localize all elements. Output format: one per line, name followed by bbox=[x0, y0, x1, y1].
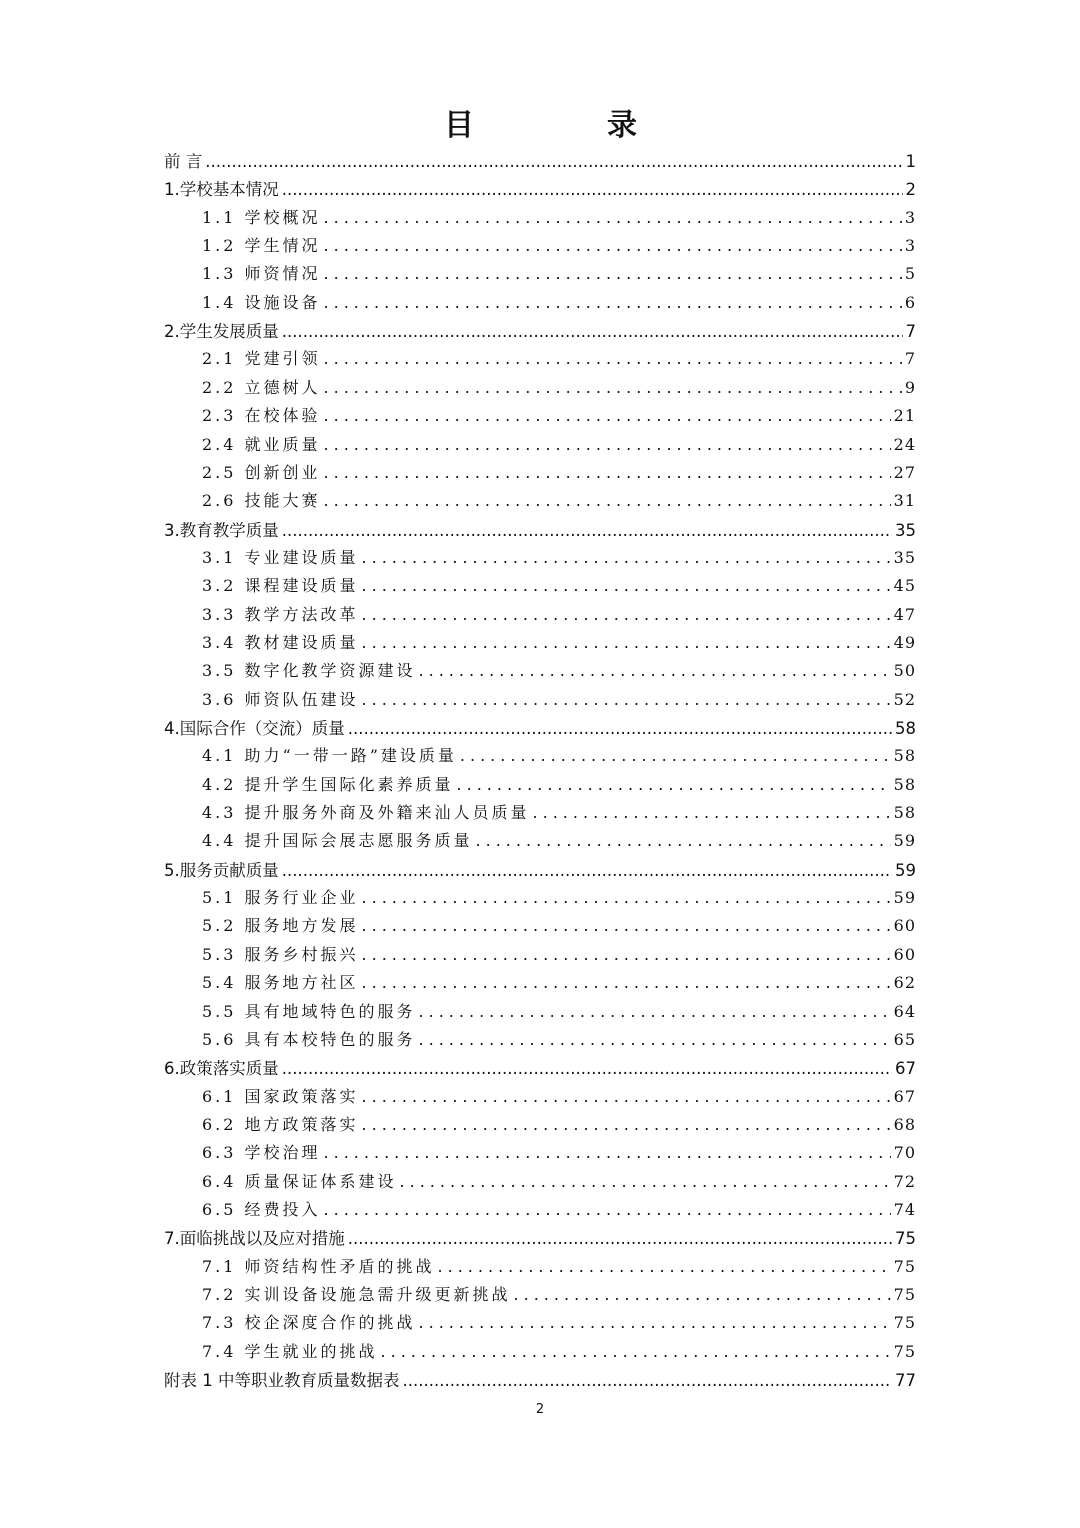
toc-entry-label: 前 言 bbox=[164, 152, 203, 171]
dot-leader bbox=[533, 803, 891, 822]
toc-entry[interactable] bbox=[202, 261, 916, 289]
toc-entry-page: 21 bbox=[893, 406, 916, 426]
toc-entry-label: 2.1 党建引领 bbox=[202, 349, 321, 369]
toc-entry-page: 72 bbox=[893, 1171, 916, 1191]
toc-entry-page: 75 bbox=[893, 1285, 916, 1304]
toc-entry[interactable] bbox=[202, 772, 916, 800]
toc-entry[interactable] bbox=[202, 1169, 916, 1197]
dot-leader bbox=[282, 521, 892, 540]
toc-entry-page: 58 bbox=[893, 774, 916, 794]
toc-entry[interactable] bbox=[164, 176, 916, 204]
toc-entry-page: 50 bbox=[893, 661, 916, 681]
toc-entry-page: 75 bbox=[893, 1341, 916, 1361]
toc-entry-page: 58 bbox=[893, 746, 916, 766]
dot-leader bbox=[362, 605, 891, 624]
dot-leader bbox=[362, 690, 891, 709]
toc-entry-page: 1 bbox=[905, 152, 916, 171]
toc-entry-label: 政策落实质量 bbox=[179, 1059, 279, 1079]
toc-entry[interactable] bbox=[202, 942, 916, 970]
toc-entry[interactable] bbox=[202, 233, 916, 261]
toc-entry-page: 7 bbox=[904, 349, 916, 369]
toc-entry-page: 59 bbox=[893, 888, 916, 908]
toc-entry-page: 35 bbox=[895, 520, 916, 540]
dot-leader bbox=[400, 1172, 891, 1191]
toc-entry[interactable] bbox=[202, 290, 916, 318]
toc-entry-label: 5.3 服务乡村振兴 bbox=[202, 944, 359, 964]
toc-entry[interactable] bbox=[202, 885, 916, 913]
toc-entry[interactable] bbox=[202, 687, 916, 715]
toc-entry-page: 6 bbox=[904, 292, 916, 312]
toc-entry[interactable] bbox=[202, 488, 916, 516]
toc-entry[interactable] bbox=[164, 1055, 916, 1083]
dot-leader bbox=[324, 378, 902, 397]
toc-entry[interactable] bbox=[202, 205, 916, 233]
dot-leader bbox=[457, 775, 891, 794]
toc-entry[interactable] bbox=[202, 1027, 916, 1055]
toc-entry-label: 服务贡献质量 bbox=[179, 860, 279, 880]
toc-entry-label: 5.6 具有本校特色的服务 bbox=[202, 1029, 416, 1049]
toc-entry[interactable] bbox=[202, 1254, 916, 1282]
toc-entry-label: 3.4 教材建设质量 bbox=[202, 632, 359, 652]
toc-entry[interactable] bbox=[202, 1310, 916, 1338]
toc-entry-page: 58 bbox=[895, 719, 916, 738]
dot-leader bbox=[324, 491, 891, 510]
toc-entry-page: 58 bbox=[893, 803, 916, 823]
dot-leader bbox=[362, 1115, 891, 1134]
toc-entry-label: 3.5 数字化教学资源建设 bbox=[202, 661, 416, 681]
dot-leader bbox=[362, 945, 891, 964]
toc-entry-number: 7. bbox=[164, 1229, 180, 1249]
toc-entry-page: 45 bbox=[893, 576, 916, 596]
toc-entry-label: 1.3 师资情况 bbox=[202, 264, 321, 284]
toc-entry-page: 3 bbox=[904, 207, 916, 227]
dot-leader bbox=[324, 1200, 891, 1219]
toc-entry[interactable] bbox=[202, 432, 916, 460]
toc-entry[interactable] bbox=[164, 857, 916, 885]
toc-entry-page: 75 bbox=[893, 1256, 916, 1276]
toc-entry-label: 5.2 服务地方发展 bbox=[202, 916, 359, 936]
dot-leader bbox=[381, 1342, 891, 1361]
dot-leader bbox=[476, 831, 891, 850]
toc-entry-label: 2.3 在校体验 bbox=[202, 406, 321, 426]
toc-entry-label: 3.2 课程建设质量 bbox=[202, 576, 359, 596]
toc-entry-page: 70 bbox=[893, 1143, 916, 1163]
toc-entry-page: 9 bbox=[904, 377, 916, 397]
dot-leader bbox=[324, 208, 902, 227]
toc-entry[interactable] bbox=[202, 658, 916, 686]
toc-title bbox=[0, 100, 1080, 143]
toc-entry[interactable] bbox=[202, 1140, 916, 1168]
toc-entry-label: 5.5 具有地域特色的服务 bbox=[202, 1001, 416, 1021]
toc-entry-number: 6. bbox=[164, 1059, 180, 1079]
toc-entry-page: 59 bbox=[893, 831, 916, 851]
toc-entry-number: 1. bbox=[164, 180, 180, 200]
dot-leader bbox=[324, 1143, 891, 1162]
toc-entry-label: 1.4 设施设备 bbox=[202, 292, 321, 312]
dot-leader bbox=[362, 1087, 891, 1106]
dot-leader bbox=[282, 180, 903, 199]
dot-leader bbox=[514, 1285, 891, 1304]
toc-entry-page: 27 bbox=[893, 462, 916, 482]
toc-entry[interactable] bbox=[202, 1339, 916, 1367]
toc-entry-label: 6.4 质量保证体系建设 bbox=[202, 1171, 397, 1191]
toc-entry-label: 面临挑战以及应对措施 bbox=[179, 1229, 345, 1249]
toc-entry-number: 3. bbox=[164, 520, 180, 540]
dot-leader bbox=[362, 916, 891, 935]
toc-entry[interactable] bbox=[164, 1367, 916, 1395]
toc-entry-label: 4.3 提升服务外商及外籍来汕人员质量 bbox=[202, 803, 530, 823]
dot-leader bbox=[282, 322, 903, 341]
page-number: 2 bbox=[535, 1402, 545, 1417]
toc-entry-label: 2.5 创新创业 bbox=[202, 462, 321, 482]
toc-entry-page: 47 bbox=[893, 604, 916, 624]
toc-entry[interactable] bbox=[202, 913, 916, 941]
toc-entry-label: 学生发展质量 bbox=[179, 322, 279, 342]
toc-entry-label: 7.4 学生就业的挑战 bbox=[202, 1341, 378, 1361]
toc-entry-label: 1.1 学校概况 bbox=[202, 207, 321, 227]
toc-entry[interactable] bbox=[202, 1197, 916, 1225]
toc-entry-label: 6.5 经费投入 bbox=[202, 1199, 321, 1219]
dot-leader bbox=[324, 406, 891, 425]
dot-leader bbox=[419, 1313, 891, 1332]
dot-leader bbox=[362, 888, 891, 907]
toc-entry-label: 学校基本情况 bbox=[179, 180, 279, 200]
dot-leader bbox=[324, 463, 891, 482]
toc-entry-label: 3.1 专业建设质量 bbox=[202, 547, 359, 567]
toc-entry-label: 4.2 提升学生国际化素养质量 bbox=[202, 774, 454, 794]
toc-entry[interactable] bbox=[164, 318, 916, 346]
dot-leader bbox=[460, 746, 891, 765]
toc-entry-label: 国际合作（交流）质量 bbox=[179, 719, 345, 738]
toc-entry-page: 3 bbox=[904, 236, 916, 256]
toc-title-left: 目 bbox=[444, 108, 475, 143]
dot-leader bbox=[282, 1059, 892, 1078]
toc-entry-label: 7.2 实训设备设施急需升级更新挑战 bbox=[202, 1285, 511, 1304]
toc-entry[interactable] bbox=[202, 460, 916, 488]
toc-entry-page: 68 bbox=[893, 1114, 916, 1134]
toc-entry[interactable] bbox=[202, 743, 916, 771]
toc-entry-label: 7.3 校企深度合作的挑战 bbox=[202, 1313, 416, 1333]
dot-leader bbox=[324, 264, 902, 283]
dot-leader bbox=[419, 661, 891, 680]
dot-leader bbox=[348, 1229, 892, 1248]
toc-entry[interactable] bbox=[202, 970, 916, 998]
dot-leader bbox=[362, 973, 891, 992]
toc-entry-page: 49 bbox=[893, 632, 916, 652]
toc-entry[interactable] bbox=[202, 1112, 916, 1140]
toc-entry-number: 5. bbox=[164, 860, 180, 880]
toc-entry-number: 4. bbox=[164, 719, 180, 738]
toc-entry[interactable] bbox=[202, 828, 916, 856]
toc-entry-page: 65 bbox=[893, 1029, 916, 1049]
toc-entry-page: 59 bbox=[895, 860, 916, 880]
toc-entry-page: 60 bbox=[893, 944, 916, 964]
toc-entry-page: 7 bbox=[905, 322, 916, 342]
toc-entry[interactable] bbox=[202, 573, 916, 601]
toc-entry-page: 24 bbox=[893, 434, 916, 454]
toc-entry-page: 64 bbox=[893, 1001, 916, 1021]
dot-leader bbox=[362, 576, 891, 595]
dot-leader bbox=[324, 435, 891, 454]
dot-leader bbox=[419, 1002, 891, 1021]
toc-entry[interactable] bbox=[202, 1084, 916, 1112]
dot-leader bbox=[324, 349, 902, 368]
toc-entry[interactable] bbox=[164, 148, 916, 176]
toc-entry[interactable] bbox=[202, 630, 916, 658]
toc-entry-label: 7.1 师资结构性矛盾的挑战 bbox=[202, 1256, 435, 1276]
toc-entry-number: 2. bbox=[164, 322, 180, 342]
toc-entry-label: 5.4 服务地方社区 bbox=[202, 973, 359, 993]
toc-entry[interactable] bbox=[202, 375, 916, 403]
toc-entry[interactable] bbox=[202, 545, 916, 573]
toc-entry[interactable] bbox=[202, 999, 916, 1027]
toc-entry-page: 60 bbox=[893, 916, 916, 936]
toc-entry-label: 6.2 地方政策落实 bbox=[202, 1114, 359, 1134]
toc-title-right: 录 bbox=[607, 108, 638, 143]
dot-leader bbox=[205, 152, 902, 171]
toc-entry-label: 教育教学质量 bbox=[179, 520, 279, 540]
toc-entry-page: 31 bbox=[893, 491, 916, 511]
toc-entry[interactable] bbox=[202, 346, 916, 374]
toc-entry-page: 62 bbox=[893, 973, 916, 993]
dot-leader bbox=[419, 1030, 891, 1049]
dot-leader bbox=[348, 719, 892, 738]
toc-entry-page: 35 bbox=[893, 547, 916, 567]
dot-leader bbox=[403, 1371, 893, 1390]
toc-entry[interactable] bbox=[202, 1282, 916, 1310]
toc-entry[interactable] bbox=[202, 403, 916, 431]
toc-entry-label: 2.6 技能大赛 bbox=[202, 491, 321, 511]
toc-entry[interactable] bbox=[164, 517, 916, 545]
dot-leader bbox=[438, 1257, 891, 1276]
dot-leader bbox=[362, 633, 891, 652]
toc-entry-label: 附表 1 中等职业教育质量数据表 bbox=[164, 1371, 400, 1391]
toc-entry-label: 3.6 师资队伍建设 bbox=[202, 689, 359, 709]
toc-entry-page: 77 bbox=[895, 1371, 916, 1391]
toc-entry-page: 67 bbox=[895, 1059, 916, 1079]
toc-entry-label: 2.4 就业质量 bbox=[202, 434, 321, 454]
toc-entry-page: 67 bbox=[893, 1086, 916, 1106]
toc-entry-label: 6.1 国家政策落实 bbox=[202, 1086, 359, 1106]
toc-entry-label: 3.3 教学方法改革 bbox=[202, 604, 359, 624]
dot-leader bbox=[282, 861, 892, 880]
toc-entry-page: 5 bbox=[904, 264, 916, 284]
toc-entry-page: 75 bbox=[895, 1229, 916, 1249]
toc-entry[interactable] bbox=[202, 602, 916, 630]
toc-entry[interactable] bbox=[164, 715, 916, 743]
toc-entry[interactable] bbox=[164, 1225, 916, 1253]
toc-entry-label: 2.2 立德树人 bbox=[202, 377, 321, 397]
dot-leader bbox=[324, 293, 902, 312]
dot-leader bbox=[324, 236, 902, 255]
toc-entry-page: 52 bbox=[893, 689, 916, 709]
toc-entry-label: 6.3 学校治理 bbox=[202, 1143, 321, 1163]
toc-entry-label: 4.1 助力“一带一路”建设质量 bbox=[202, 746, 457, 766]
toc-entry-page: 2 bbox=[905, 180, 916, 200]
toc-entry[interactable] bbox=[202, 800, 916, 828]
toc-entry-page: 74 bbox=[893, 1199, 916, 1219]
toc-entry-label: 4.4 提升国际会展志愿服务质量 bbox=[202, 831, 473, 851]
toc-entry-label: 5.1 服务行业企业 bbox=[202, 888, 359, 908]
dot-leader bbox=[362, 548, 891, 567]
toc-entry-page: 75 bbox=[893, 1313, 916, 1333]
toc-entry-label: 1.2 学生情况 bbox=[202, 236, 321, 256]
